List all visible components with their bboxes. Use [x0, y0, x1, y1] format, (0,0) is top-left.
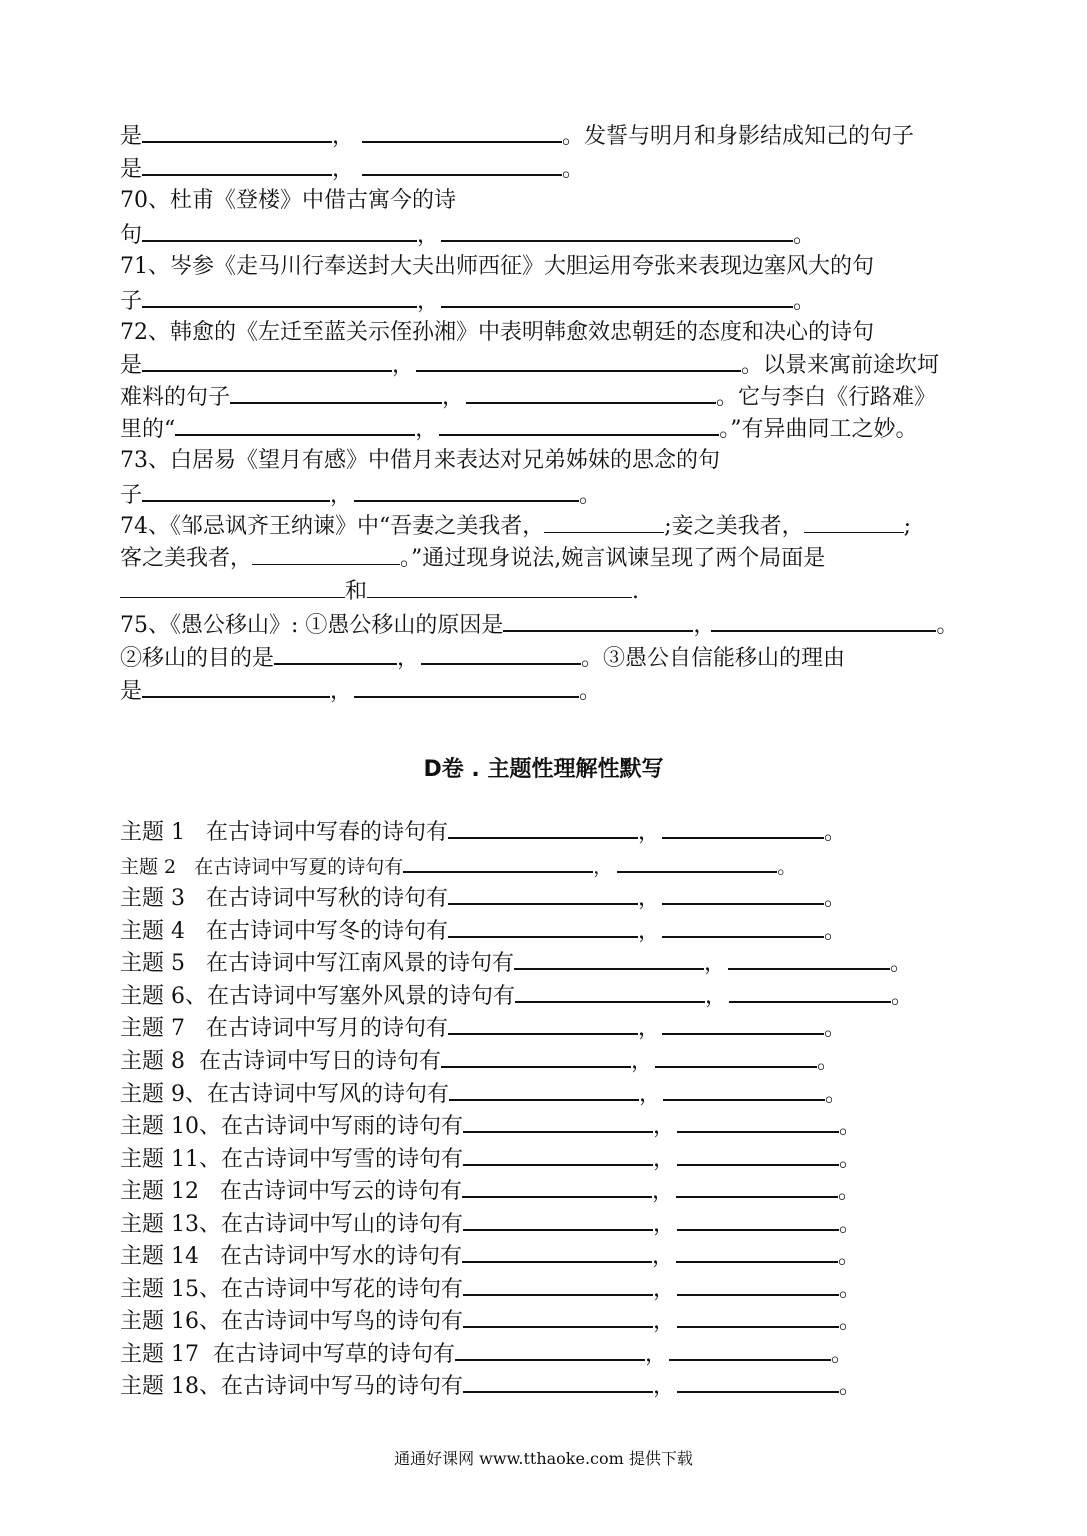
- theme-line: [120, 1209, 861, 1239]
- theme-prompt: 主题 16、在古诗词中写鸟的诗句有: [120, 1309, 463, 1334]
- answer-blank[interactable]: [463, 1274, 653, 1296]
- theme-line: [120, 817, 846, 847]
- question-73-prompt: 73、白居易《望月有感》中借月来表达对兄弟姊妹的思念的句: [120, 448, 720, 473]
- question-72-line-4: 里的“ ， 。”有异曲同工之妙。: [120, 414, 918, 444]
- theme-line: [120, 1339, 853, 1369]
- comma: ，: [653, 1374, 676, 1399]
- question-75-line-1: 75、《愚公移山》: ①愚公移山的原因是 ， 。: [120, 610, 958, 640]
- answer-blank[interactable]: [463, 1306, 653, 1328]
- answer-blank[interactable]: [441, 286, 793, 308]
- period: 。: [823, 820, 846, 845]
- question-75-line-2: ②移山的目的是 ， 。③愚公自信能移山的理由: [120, 643, 845, 673]
- theme-line: [120, 948, 912, 978]
- period: 。: [837, 1244, 860, 1269]
- theme-line: [120, 1176, 860, 1206]
- theme-prompt: 主题 7 在古诗词中写月的诗句有: [120, 1016, 448, 1041]
- comma: ，: [703, 951, 726, 976]
- answer-blank[interactable]: [677, 1144, 839, 1166]
- answer-blank[interactable]: [252, 544, 400, 565]
- comma: ，: [653, 1147, 676, 1172]
- comma: ，: [653, 1114, 676, 1139]
- period: 。: [837, 1179, 860, 1204]
- period: 。: [839, 1212, 862, 1237]
- question-70-answer: 句 ， 。: [120, 220, 815, 250]
- theme-prompt: 主题 10、在古诗词中写雨的诗句有: [120, 1114, 463, 1139]
- theme-prompt: 主题 5 在古诗词中写江南风景的诗句有: [120, 951, 514, 976]
- period: 。: [839, 1277, 862, 1302]
- answer-blank[interactable]: [655, 1046, 817, 1068]
- answer-blank[interactable]: [230, 382, 442, 404]
- answer-blank[interactable]: [448, 817, 638, 839]
- period: 。: [839, 1309, 862, 1334]
- answer-blank[interactable]: [463, 1209, 653, 1231]
- answer-blank[interactable]: [728, 948, 890, 970]
- theme-line: [120, 1046, 839, 1076]
- theme-prompt: 主题 8 在古诗词中写日的诗句有: [120, 1049, 441, 1074]
- answer-blank[interactable]: [367, 577, 632, 598]
- line-continuation-2: 是 ， 。: [120, 154, 584, 184]
- period: 。: [823, 886, 846, 911]
- answer-blank[interactable]: [804, 512, 904, 533]
- theme-prompt: 主题 15、在古诗词中写花的诗句有: [120, 1277, 463, 1302]
- answer-blank[interactable]: [662, 1013, 824, 1035]
- answer-blank[interactable]: [448, 916, 638, 938]
- answer-blank[interactable]: [663, 1079, 825, 1101]
- theme-line: [120, 981, 913, 1011]
- question-71-prompt: 71、岑参《走马川行奉送封大夫出师西征》大胆运用夸张来表现边塞风大的句: [120, 254, 874, 279]
- period: 。: [825, 1082, 848, 1107]
- answer-blank[interactable]: [514, 948, 704, 970]
- theme-line: [120, 851, 796, 881]
- answer-blank[interactable]: [462, 1176, 652, 1198]
- answer-blank[interactable]: [142, 286, 417, 308]
- period: 。: [777, 856, 797, 878]
- answer-blank[interactable]: [515, 981, 705, 1003]
- comma: ，: [593, 856, 613, 878]
- theme-prompt: 主题 11、在古诗词中写雪的诗句有: [120, 1147, 463, 1172]
- theme-prompt: 主题 17 在古诗词中写草的诗句有: [120, 1342, 455, 1367]
- theme-line: [120, 1241, 860, 1271]
- period: 。: [839, 1147, 862, 1172]
- answer-blank[interactable]: [448, 883, 638, 905]
- comma: ，: [653, 1212, 676, 1237]
- period: 。: [823, 919, 846, 944]
- answer-blank[interactable]: [362, 121, 562, 143]
- answer-blank[interactable]: [677, 1306, 839, 1328]
- period: 。: [823, 1016, 846, 1041]
- answer-blank[interactable]: [120, 577, 345, 598]
- answer-blank[interactable]: [416, 350, 741, 372]
- answer-blank[interactable]: [662, 916, 824, 938]
- comma: ，: [630, 1049, 653, 1074]
- answer-blank[interactable]: [662, 817, 824, 839]
- comma: ，: [644, 1342, 667, 1367]
- answer-blank[interactable]: [677, 1371, 839, 1393]
- question-72-prompt: 72、韩愈的《左迁至蓝关示侄孙湘》中表明韩愈效忠朝廷的态度和决心的诗句: [120, 320, 874, 345]
- answer-blank[interactable]: [544, 512, 664, 533]
- question-74-line-3: 和 .: [120, 577, 639, 606]
- answer-blank[interactable]: [441, 1046, 631, 1068]
- theme-prompt: 主题 1 在古诗词中写春的诗句有: [120, 820, 448, 845]
- answer-blank[interactable]: [462, 1241, 652, 1263]
- theme-prompt: 主题 4 在古诗词中写冬的诗句有: [120, 919, 448, 944]
- period: 。: [839, 1374, 862, 1399]
- comma: ，: [705, 984, 728, 1009]
- comma: ，: [637, 886, 660, 911]
- question-72-line-2: 是 ， 。以景来寓前途坎坷: [120, 350, 939, 380]
- answer-blank[interactable]: [677, 1111, 839, 1133]
- theme-line: [120, 1144, 861, 1174]
- comma: ，: [653, 1277, 676, 1302]
- comma: ，: [639, 1082, 662, 1107]
- question-74-line-1: 74、《邹忌讽齐王纳谏》中“吾妻之美我者， ;妾之美我者， ;: [120, 514, 912, 539]
- theme-line: [120, 1013, 846, 1043]
- theme-line: [120, 1274, 861, 1304]
- theme-line: [120, 1079, 847, 1109]
- answer-blank[interactable]: [676, 1176, 838, 1198]
- answer-blank[interactable]: [274, 643, 397, 665]
- comma: ，: [637, 919, 660, 944]
- period: 。: [816, 1049, 839, 1074]
- answer-blank[interactable]: [729, 981, 891, 1003]
- answer-blank[interactable]: [617, 851, 777, 873]
- theme-prompt: 主题 12 在古诗词中写云的诗句有: [120, 1179, 462, 1204]
- comma: ，: [637, 820, 660, 845]
- theme-line: [120, 1306, 861, 1336]
- question-73-answer: 子 ， 。: [120, 480, 601, 510]
- answer-blank[interactable]: [439, 414, 719, 436]
- comma: ，: [653, 1309, 676, 1334]
- theme-prompt: 主题 14 在古诗词中写水的诗句有: [120, 1244, 462, 1269]
- answer-blank[interactable]: [403, 851, 593, 873]
- question-70-prompt: 70、杜甫《登楼》中借古寓今的诗: [120, 188, 456, 213]
- answer-blank[interactable]: [466, 382, 716, 404]
- answer-blank[interactable]: [455, 1339, 645, 1361]
- answer-blank[interactable]: [463, 1144, 653, 1166]
- answer-blank[interactable]: [669, 1339, 831, 1361]
- answer-blank[interactable]: [142, 350, 392, 372]
- theme-prompt: 主题 3 在古诗词中写秋的诗句有: [120, 886, 448, 911]
- answer-blank[interactable]: [441, 220, 793, 242]
- theme-line: [120, 1371, 861, 1401]
- answer-blank[interactable]: [463, 1111, 653, 1133]
- answer-blank[interactable]: [142, 220, 417, 242]
- theme-prompt: 主题 13、在古诗词中写山的诗句有: [120, 1212, 463, 1237]
- line-continuation-1: 是 ， 。发誓与明月和身影结成知己的句子: [120, 121, 914, 151]
- answer-blank[interactable]: [449, 1079, 639, 1101]
- period: 。: [830, 1342, 853, 1367]
- answer-blank[interactable]: [175, 414, 415, 436]
- answer-blank[interactable]: [463, 1371, 653, 1393]
- period: 。: [891, 984, 914, 1009]
- answer-blank[interactable]: [142, 121, 332, 143]
- theme-prompt: 主题 2 在古诗词中写夏的诗句有: [120, 856, 404, 878]
- comma: ，: [637, 1016, 660, 1041]
- question-71-answer: 子 ， 。: [120, 286, 815, 316]
- answer-blank[interactable]: [142, 154, 332, 176]
- theme-prompt: 主题 6、在古诗词中写塞外风景的诗句有: [120, 984, 515, 1009]
- answer-blank[interactable]: [662, 883, 824, 905]
- answer-blank[interactable]: [676, 1241, 838, 1263]
- comma: ，: [651, 1244, 674, 1269]
- comma: ，: [651, 1179, 674, 1204]
- answer-blank[interactable]: [354, 676, 579, 698]
- footer-text: 通通好课网 www.tthaoke.com 提供下载: [394, 1449, 693, 1468]
- answer-blank[interactable]: [448, 1013, 638, 1035]
- theme-line: [120, 916, 846, 946]
- answer-blank[interactable]: [354, 480, 579, 502]
- theme-line: [120, 1111, 861, 1141]
- theme-prompt: 主题 9、在古诗词中写风的诗句有: [120, 1082, 449, 1107]
- theme-line: [120, 883, 846, 913]
- answer-blank[interactable]: [503, 610, 693, 632]
- theme-prompt: 主题 18、在古诗词中写马的诗句有: [120, 1374, 463, 1399]
- answer-blank[interactable]: [142, 676, 330, 698]
- question-72-line-3: 难料的句子 ， 。它与李白《行路难》: [120, 382, 936, 412]
- period: 。: [889, 951, 912, 976]
- section-title: D卷 . 主题性理解性默写: [423, 757, 664, 782]
- question-74-line-2: 客之美我者， 。”通过现身说法,婉言讽谏呈现了两个局面是: [120, 546, 826, 571]
- question-75-line-3: 是 ， 。: [120, 676, 601, 706]
- answer-blank[interactable]: [142, 480, 330, 502]
- period: 。: [839, 1114, 862, 1139]
- answer-blank[interactable]: [362, 154, 562, 176]
- answer-blank[interactable]: [711, 610, 936, 632]
- answer-blank[interactable]: [421, 643, 581, 665]
- answer-blank[interactable]: [677, 1274, 839, 1296]
- answer-blank[interactable]: [677, 1209, 839, 1231]
